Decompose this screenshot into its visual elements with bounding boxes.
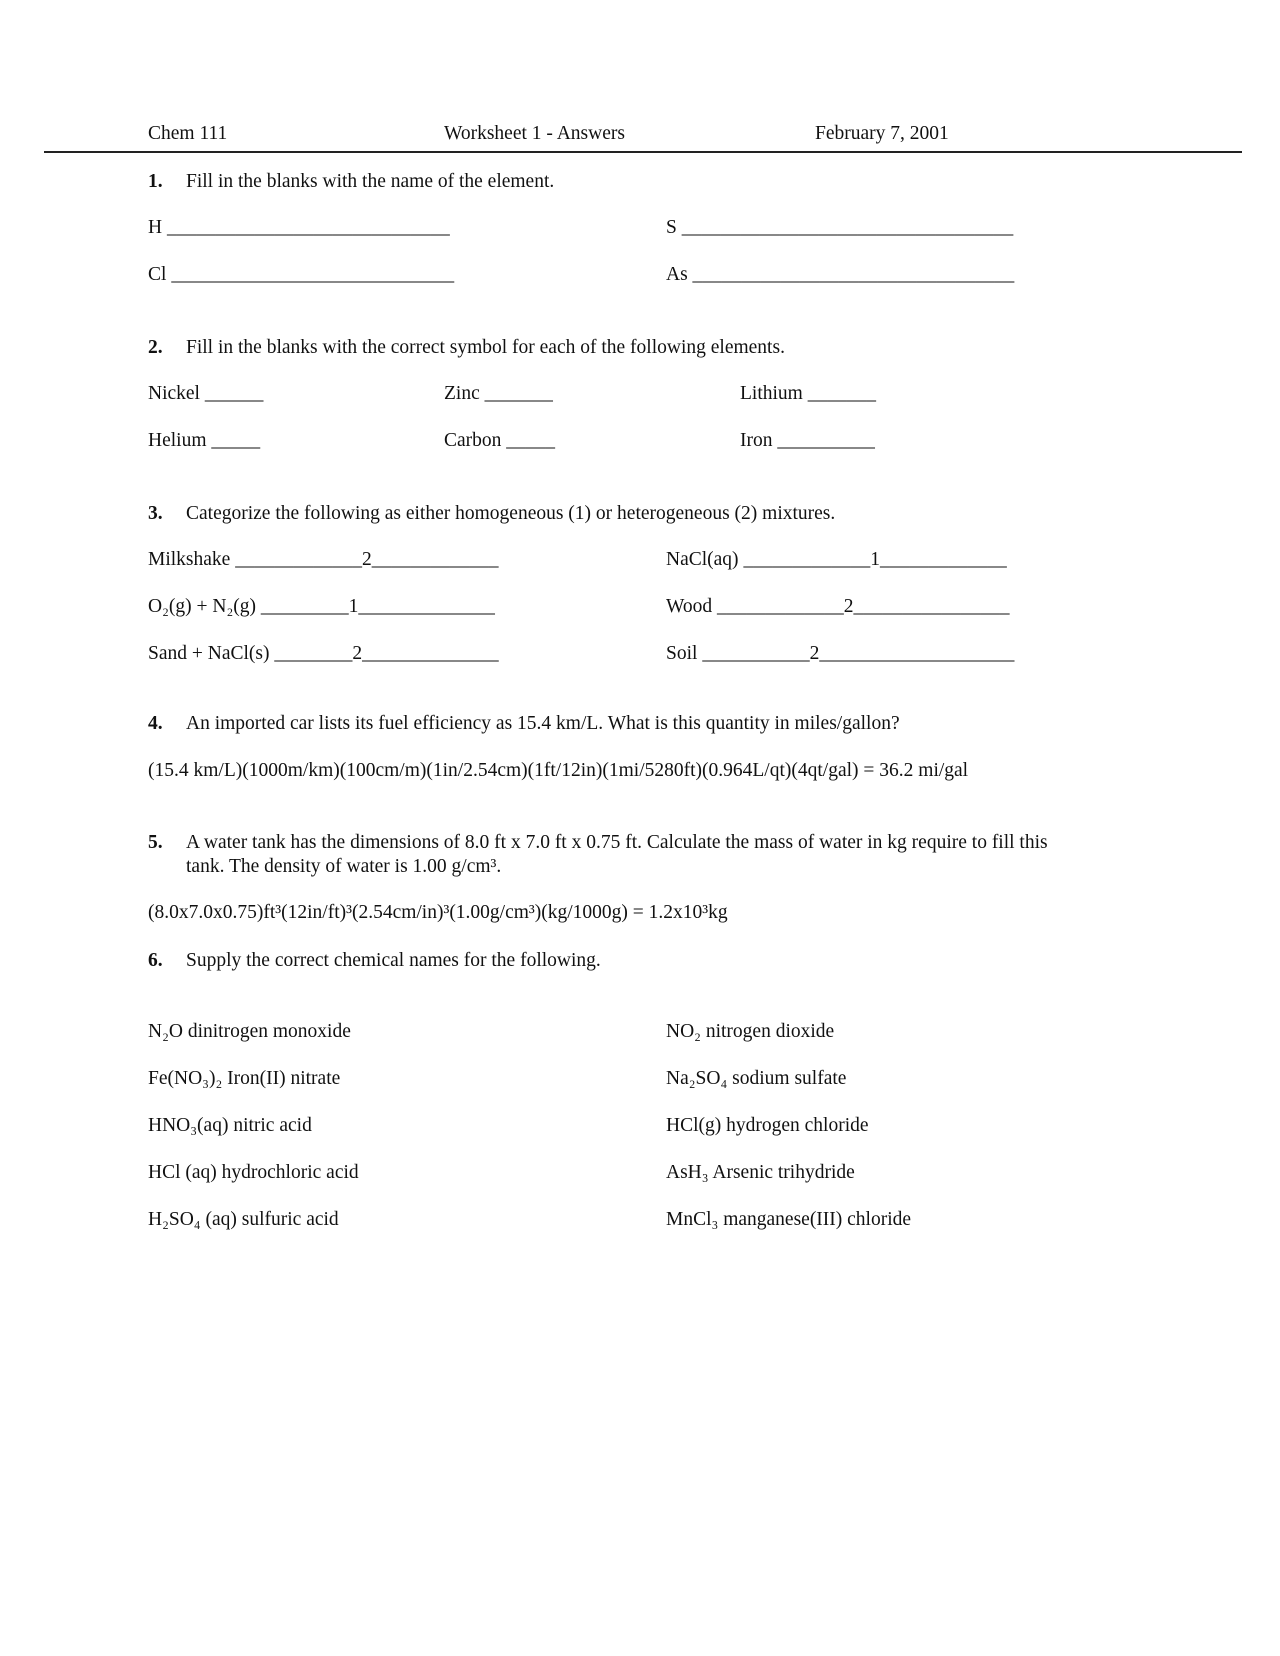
mixture-item bbox=[666, 550, 1007, 570]
answer-blank: __________ bbox=[777, 430, 875, 451]
mixture-item bbox=[148, 550, 498, 570]
answer-blank: _____________________________ bbox=[171, 264, 455, 285]
compound-formula: HCl(g) bbox=[666, 1115, 722, 1136]
mixture-label: Milkshake bbox=[148, 549, 231, 570]
compound-formula: AsH₃ bbox=[666, 1162, 709, 1183]
question-text: Categorize the following as either homogeneous (1) or heterogeneous (2) mixtures. bbox=[186, 503, 836, 524]
answer-blank: _______ bbox=[807, 383, 876, 404]
question-3 bbox=[148, 503, 836, 524]
element-blank bbox=[666, 218, 1013, 238]
element-label: Carbon bbox=[444, 430, 502, 451]
question-number: 2. bbox=[148, 337, 163, 358]
compound-formula: MnCl₃ bbox=[666, 1209, 719, 1230]
question-4-answer: (15.4 km/L)(1000m/km)(100cm/m)(1in/2.54cm)(1ft/12in)(1mi/5280ft)(0.964L/qt)(4qt/gal) = 36.2 mi/gal bbox=[148, 760, 969, 781]
compound-formula: HCl (aq) bbox=[148, 1162, 217, 1183]
symbol-blank bbox=[444, 384, 553, 404]
mixture-item bbox=[148, 644, 499, 664]
question-number: 3. bbox=[148, 503, 163, 524]
compound-formula: H₂SO₄ (aq) bbox=[148, 1209, 237, 1230]
symbol-blank bbox=[148, 431, 260, 451]
compound-item bbox=[666, 1069, 846, 1089]
mixture-answer: _____________1_____________ bbox=[743, 549, 1007, 570]
compound-name: dinitrogen monoxide bbox=[187, 1021, 351, 1042]
compound-item bbox=[666, 1116, 869, 1136]
compound-name: manganese(III) chloride bbox=[723, 1209, 912, 1230]
question-number: 1. bbox=[148, 171, 163, 192]
element-label: H bbox=[148, 217, 163, 238]
question-number: 5. bbox=[148, 832, 163, 853]
mixture-answer: ________2______________ bbox=[274, 643, 499, 664]
compound-name: sulfuric acid bbox=[241, 1209, 339, 1230]
element-label: Iron bbox=[740, 430, 773, 451]
compound-item bbox=[148, 1163, 359, 1183]
question-4 bbox=[148, 713, 900, 734]
answer-blank: _____ bbox=[211, 430, 261, 451]
element-label: S bbox=[666, 217, 677, 238]
mixture-item bbox=[148, 597, 495, 617]
mixture-label: Sand + NaCl(s) bbox=[148, 643, 270, 664]
mixture-answer: ___________2____________________ bbox=[702, 643, 1015, 664]
compound-formula: N₂O bbox=[148, 1021, 183, 1042]
question-5 bbox=[148, 832, 1048, 853]
course-name: Chem 111 bbox=[148, 123, 228, 144]
mixture-label: Soil bbox=[666, 643, 698, 664]
element-blank bbox=[148, 218, 450, 238]
compound-item bbox=[148, 1069, 340, 1089]
mixture-label: NaCl(aq) bbox=[666, 549, 739, 570]
mixture-answer: _____________2_____________ bbox=[235, 549, 499, 570]
compound-name: nitrogen dioxide bbox=[705, 1021, 835, 1042]
mixture-item bbox=[666, 597, 1009, 617]
element-label: Cl bbox=[148, 264, 167, 285]
answer-blank: _____________________________ bbox=[166, 217, 450, 238]
mixture-label: O₂(g) + N₂(g) bbox=[148, 596, 256, 617]
question-text: Fill in the blanks with the name of the element. bbox=[186, 171, 555, 192]
symbol-blank bbox=[740, 431, 875, 451]
page-title: Worksheet 1 - Answers bbox=[444, 123, 625, 144]
compound-item bbox=[666, 1022, 834, 1042]
question-text: An imported car lists its fuel efficiency as 15.4 km/L. What is this quantity in miles/gallon? bbox=[186, 713, 900, 734]
answer-blank: __________________________________ bbox=[681, 217, 1014, 238]
question-text: A water tank has the dimensions of 8.0 ft x 7.0 ft x 0.75 ft. Calculate the mass of water in kg require to fill this bbox=[186, 832, 1048, 853]
compound-name: Arsenic trihydride bbox=[712, 1162, 855, 1183]
answer-blank: ______ bbox=[204, 383, 264, 404]
question-1 bbox=[148, 171, 555, 192]
mixture-label: Wood bbox=[666, 596, 713, 617]
answer-blank: _________________________________ bbox=[692, 264, 1015, 285]
date: February 7, 2001 bbox=[815, 123, 949, 144]
element-blank bbox=[666, 265, 1014, 285]
element-label: Helium bbox=[148, 430, 207, 451]
answer-blank: _____ bbox=[506, 430, 556, 451]
question-number: 4. bbox=[148, 713, 163, 734]
question-2 bbox=[148, 337, 785, 358]
element-label: Lithium bbox=[740, 383, 803, 404]
symbol-blank bbox=[740, 384, 876, 404]
compound-item bbox=[148, 1022, 351, 1042]
compound-formula: HNO₃(aq) bbox=[148, 1115, 229, 1136]
question-text-continued: tank. The density of water is 1.00 g/cm³. bbox=[186, 856, 502, 877]
header-rule bbox=[44, 151, 1242, 153]
compound-name: sodium sulfate bbox=[732, 1068, 847, 1089]
compound-name: Iron(II) nitrate bbox=[227, 1068, 341, 1089]
compound-item bbox=[148, 1210, 339, 1230]
compound-name: hydrochloric acid bbox=[221, 1162, 359, 1183]
question-text: Fill in the blanks with the correct symbol for each of the following elements. bbox=[186, 337, 785, 358]
symbol-blank bbox=[148, 384, 263, 404]
mixture-answer: _________1______________ bbox=[260, 596, 495, 617]
compound-formula: NO₂ bbox=[666, 1021, 701, 1042]
mixture-answer: _____________2________________ bbox=[716, 596, 1010, 617]
question-text: Supply the correct chemical names for the following. bbox=[186, 950, 601, 971]
element-label: Nickel bbox=[148, 383, 200, 404]
compound-item bbox=[666, 1163, 855, 1183]
element-label: Zinc bbox=[444, 383, 480, 404]
compound-name: nitric acid bbox=[233, 1115, 312, 1136]
symbol-blank bbox=[444, 431, 555, 451]
compound-formula: Fe(NO₃)₂ bbox=[148, 1068, 223, 1089]
compound-formula: Na₂SO₄ bbox=[666, 1068, 728, 1089]
element-blank bbox=[148, 265, 454, 285]
question-6 bbox=[148, 950, 601, 971]
compound-name: hydrogen chloride bbox=[726, 1115, 869, 1136]
answer-blank: _______ bbox=[484, 383, 553, 404]
question-number: 6. bbox=[148, 950, 163, 971]
mixture-item bbox=[666, 644, 1014, 664]
element-label: As bbox=[666, 264, 688, 285]
question-5-answer: (8.0x7.0x0.75)ft³(12in/ft)³(2.54cm/in)³(1.00g/cm³)(kg/1000g) = 1.2x10³kg bbox=[148, 902, 728, 923]
compound-item bbox=[666, 1210, 911, 1230]
compound-item bbox=[148, 1116, 312, 1136]
